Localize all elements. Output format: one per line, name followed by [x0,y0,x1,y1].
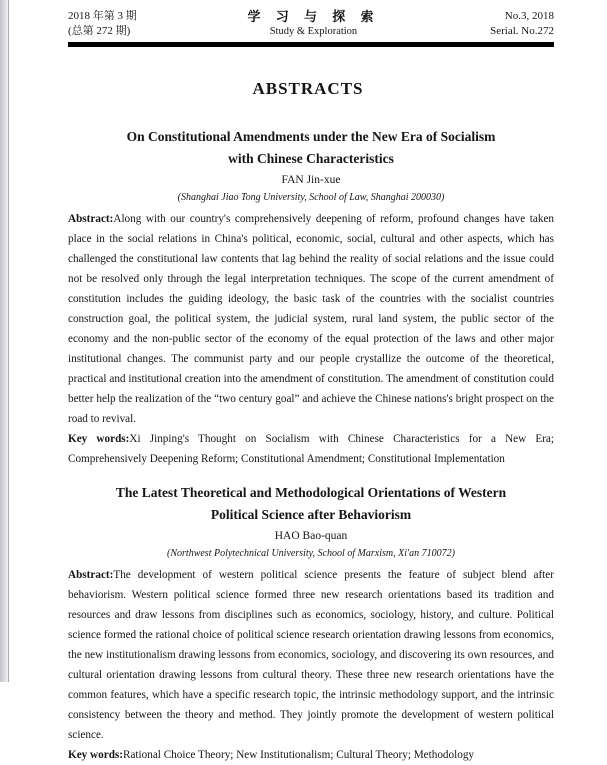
keywords-label: Key words: [68,749,123,761]
scan-edge [0,0,9,682]
header-number-block [490,9,554,39]
abstract-label: Abstract: [68,213,114,225]
article-2-title [68,482,554,526]
article-2-keywords [68,745,554,765]
journal-header [68,9,554,39]
article-1 [68,126,554,469]
article-2-abstract-text: The development of western political science presents the feature of subject blend after behaviorism. Western political science formed three new research orientations based its tradition and resources and draw lessons from disciplines such as economics, sociology, history, and culture. Political science formed the rational choice of political science research orientation drawing lessons from economics, the new institutionalism drawing lessons from economics, sociology, and discovering its own resources, and cultural orientation drawing lessons from cultural theory. These three new research orientations have the common features, which have a specific research topic, the intrinsic methodology support, and the intrinsic consistency between the theory and method. They jointly promote the development of western political science. [68,569,554,741]
issue-number-en: No.3, 2018 [504,10,554,22]
header-issue-block [68,9,137,39]
article-1-keywords-text: Xi Jinping's Thought on Socialism with Chinese Characteristics for a New Era; Comprehensively Deepening Reform; Constitutional Amendment; Constitutional Implementation [68,433,555,465]
page-title: ABSTRACTS [252,79,364,98]
article-1-author: FAN Jin-xue [281,174,341,186]
header-rule [68,42,554,47]
journal-title-en: Study & Exploration [269,26,358,37]
article-2-affiliation: (Northwest Polytechnical University, School of Marxism, Xi'an 710072) [167,548,455,559]
keywords-label: Key words: [68,433,130,445]
article-2-keywords-text: Rational Choice Theory; New Institutionalism; Cultural Theory; Methodology [123,749,475,761]
article-2-author: HAO Bao-quan [274,530,348,542]
article-1-abstract-text: Along with our country's comprehensively deepening of reform, profound changes have taken place in the social relations in China's political, economic, social, cultural and other aspects, which has challenged the constitutional law contents that lag behind the reality of social relations and the issue could not be resolved only through the legal interpretation techniques. The scope of the current amendment of constitution includes the guiding ideology, the basic task of the countries with the socialist countries construction goal, the political system, the judicial system, rural land system, the public sector of the economy and the non-public sector of the economy of the equal protection of the laws and other major institutional changes. The communist party and our people crystallize the outcome of the theoretical, practical and institutional creation into the amendment of constitution. The amendment of constitution could better help the realization of the “two century goal” and achieve the Chinese nations's bright prospect on the road to revival. [68,213,554,425]
journal-title-cn: 学 习 与 探 索 [247,9,380,24]
article-2-title-line2: Political Science after Behaviorism [210,507,412,522]
article-1-title [68,126,554,170]
article-1-affiliation: (Shanghai Jiao Tong University, School of Law, Shanghai 200030) [177,192,445,203]
article-1-title-line2: with Chinese Characteristics [228,151,394,166]
serial-number-en: Serial. No.272 [490,25,554,37]
article-1-keywords [68,429,554,469]
article-1-title-line1: On Constitutional Amendments under the New Era of Socialism [126,129,496,144]
serial-line-cn: (总第 272 期) [68,25,131,37]
journal-abstracts-page [9,0,607,761]
article-1-abstract [68,209,554,429]
article-2-title-line1: The Latest Theoretical and Methodological Orientations of Western [115,485,507,500]
abstract-label: Abstract: [68,569,114,581]
issue-line: 2018 年第 3 期 [68,10,137,22]
header-journal-title-block [247,9,379,39]
article-2-abstract [68,565,554,745]
article-2 [68,482,554,765]
